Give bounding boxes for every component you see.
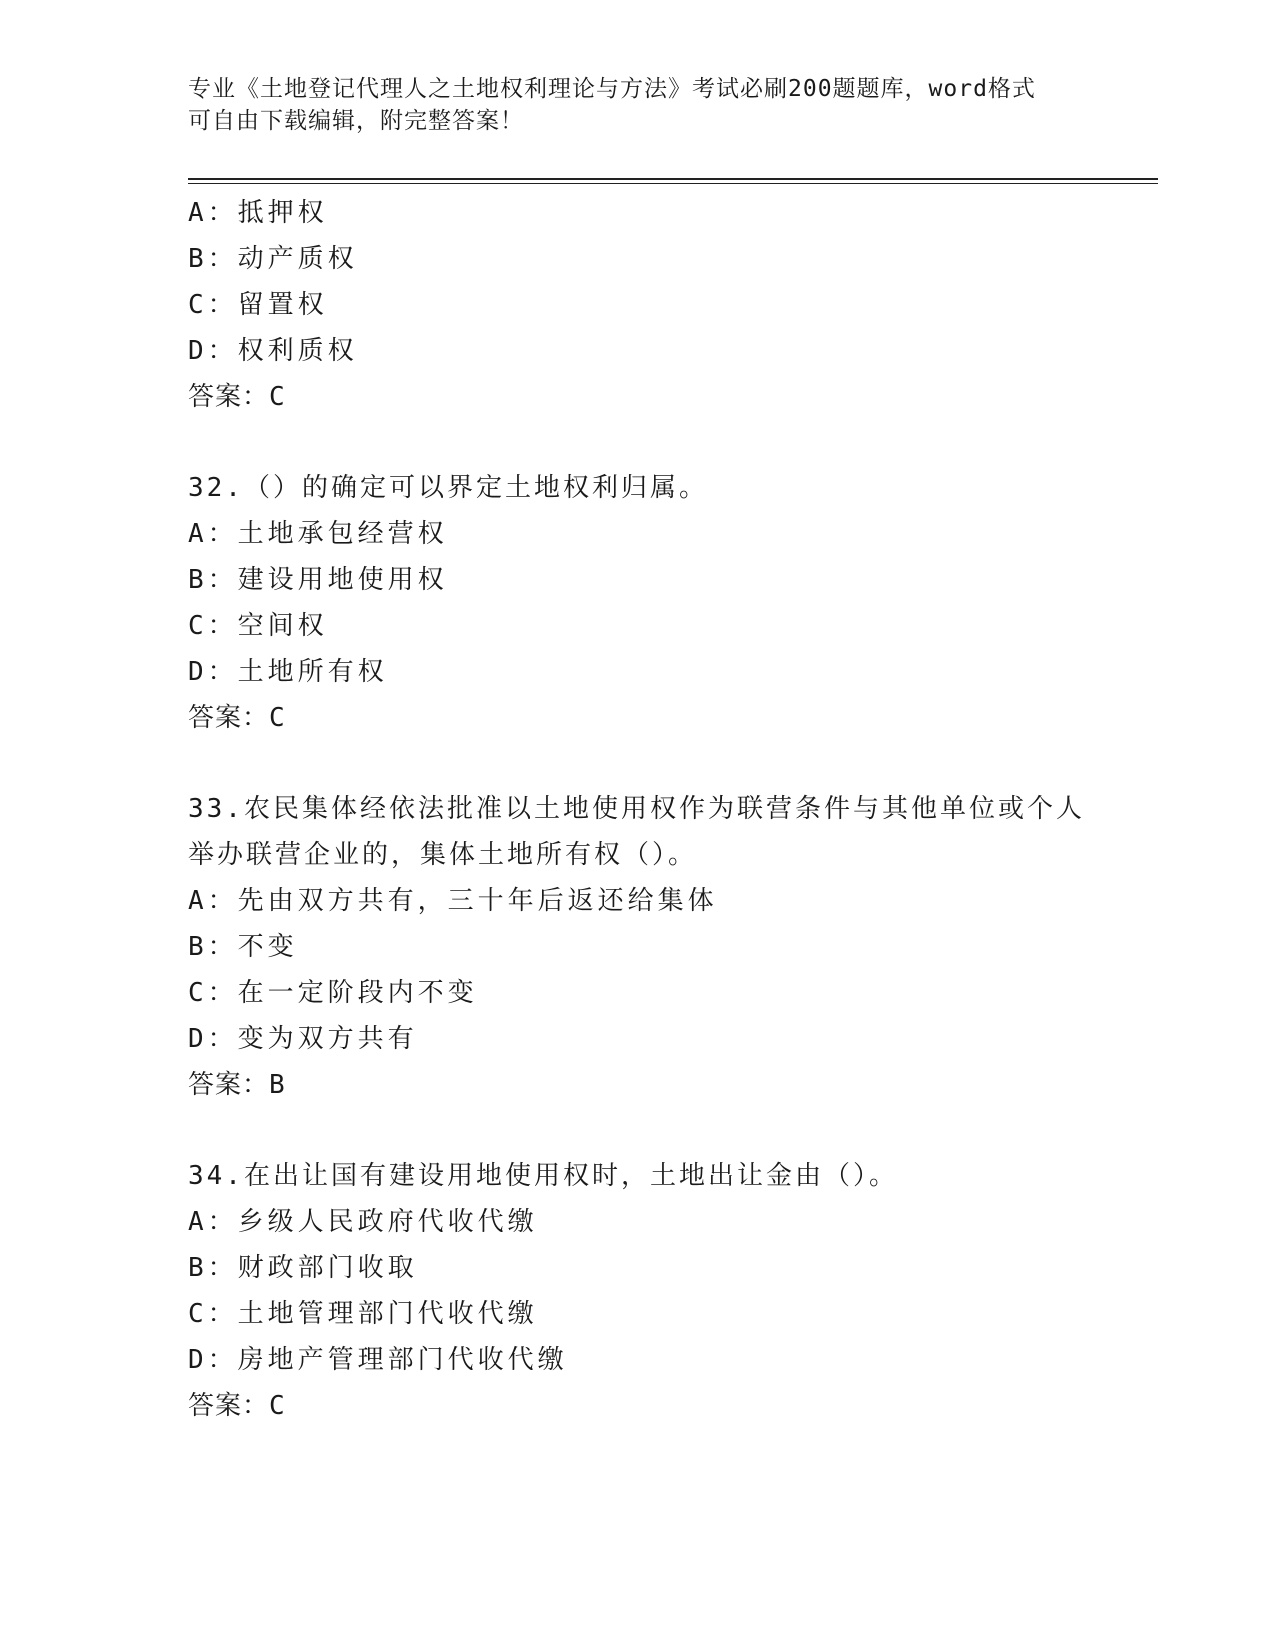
option-a: A：抵押权 [188,198,328,228]
question-31 [188,190,1148,420]
question-stem: 34.在出让国有建设用地使用权时，土地出让金由（）。 [188,1161,898,1191]
question-stem-line-2: 举办联营企业的，集体土地所有权（）。 [188,840,698,870]
question-list [188,190,1148,1429]
question-32 [188,465,1148,741]
option-a: A：土地承包经营权 [188,519,448,549]
header-divider-thick [188,178,1158,180]
option-c: C：在一定阶段内不变 [188,978,478,1008]
header-line-2: 可自由下载编辑，附完整答案！ [188,108,524,134]
option-c: C：空间权 [188,611,328,641]
option-c: C：土地管理部门代收代缴 [188,1299,538,1329]
option-b: B：动产质权 [188,244,358,274]
question-stem: 32.（）的确定可以界定土地权利归属。 [188,473,708,503]
spacer [188,420,1148,465]
answer: 答案：B [188,1070,286,1100]
answer: 答案：C [188,703,286,733]
option-b: B：财政部门收取 [188,1253,418,1283]
option-a: A：先由双方共有，三十年后返还给集体 [188,886,718,916]
document-header [188,73,1088,137]
question-stem-line-1: 33.农民集体经依法批准以土地使用权作为联营条件与其他单位或个人 [188,794,1085,824]
option-a: A：乡级人民政府代收代缴 [188,1207,538,1237]
option-c: C：留置权 [188,290,328,320]
option-d: D：房地产管理部门代收代缴 [188,1345,568,1375]
header-line-1: 专业《土地登记代理人之土地权利理论与方法》考试必刷200题题库，word格式 [188,76,1036,102]
option-d: D：土地所有权 [188,657,388,687]
question-33 [188,786,1148,1108]
spacer [188,1108,1148,1153]
option-d: D：权利质权 [188,336,358,366]
option-b: B：不变 [188,932,298,962]
option-b: B：建设用地使用权 [188,565,448,595]
spacer [188,741,1148,786]
option-d: D：变为双方共有 [188,1024,418,1054]
answer: 答案：C [188,382,286,412]
question-34 [188,1153,1148,1429]
header-divider-thin [188,183,1158,184]
answer: 答案：C [188,1391,286,1421]
